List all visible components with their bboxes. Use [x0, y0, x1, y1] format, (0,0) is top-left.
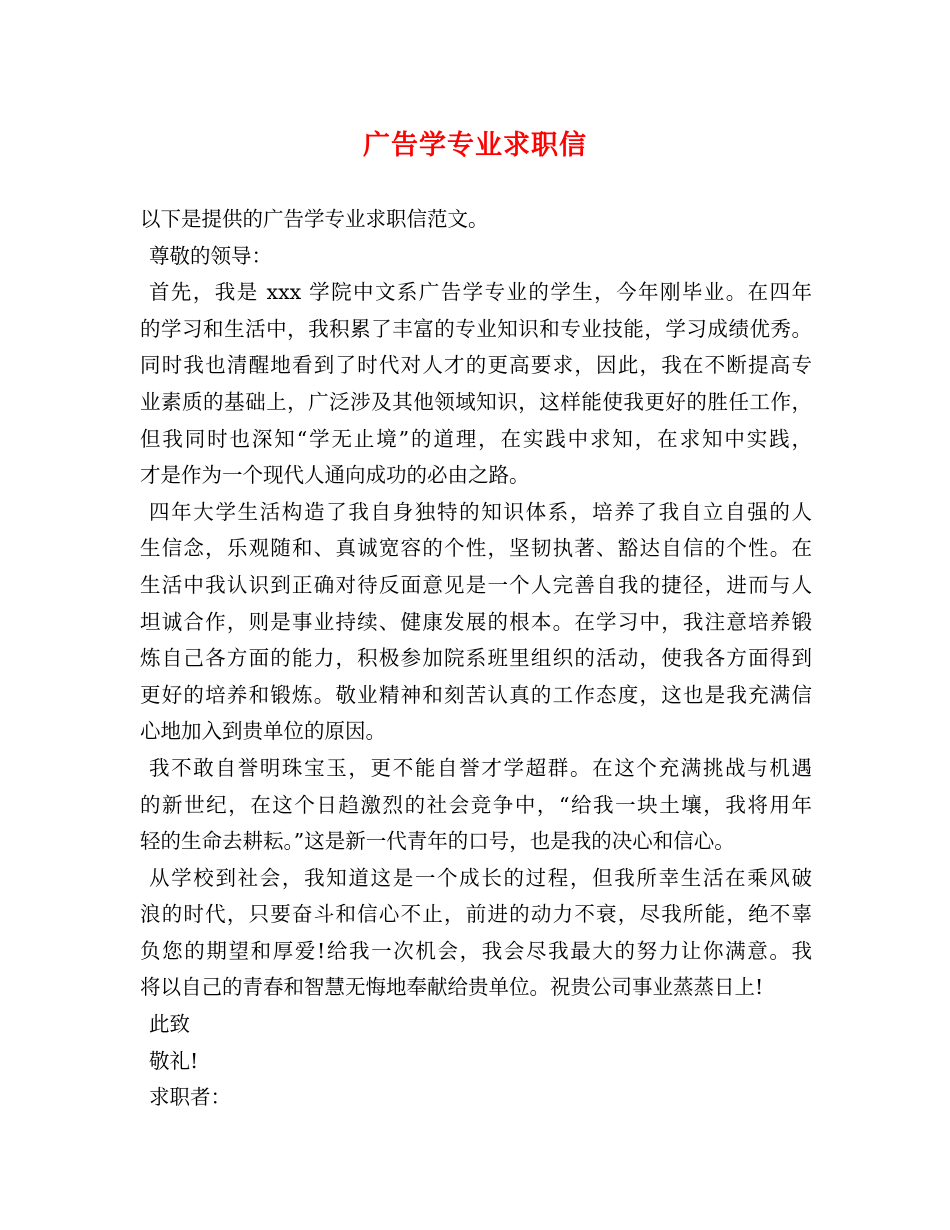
- text-line: 更好的培养和锻炼。敬业精神和刻苦认真的工作态度，这也是我充满信: [140, 682, 812, 707]
- text-line: 坦诚合作，则是事业持续、健康发展的根本。在学习中，我注意培养锻: [140, 609, 812, 634]
- text-line: 心地加入到贵单位的原因。: [140, 719, 386, 744]
- text-line: 从学校到社会，我知道这是一个成长的过程，但我所幸生活在乘风破: [149, 865, 812, 890]
- text-line: 才是作为一个现代人通向成功的必由之路。: [140, 463, 530, 488]
- text-line: 轻的生命去耕耘。”这是新一代青年的口号，也是我的决心和信心。: [140, 829, 735, 854]
- text-line: 求职者：: [149, 1085, 231, 1110]
- text-line: 生信念，乐观随和、真诚宽容的个性，坚韧执著、豁达自信的个性。在: [140, 536, 812, 561]
- text-line: 首先，我是 xxx 学院中文系广告学专业的学生，今年刚毕业。在四年: [149, 280, 812, 305]
- text-line: 业素质的基础上，广泛涉及其他领域知识，这样能使我更好的胜任工作，: [140, 389, 812, 414]
- text-line: 四年大学生活构造了我自身独特的知识体系，培养了我自立自强的人: [149, 499, 812, 524]
- text-line: 生活中我认识到正确对待反面意见是一个人完善自我的捷径，进而与人: [140, 572, 812, 597]
- text-line: 炼自己各方面的能力，积极参加院系班里组织的活动，使我各方面得到: [140, 646, 812, 671]
- document-body: [140, 201, 812, 1116]
- text-line: 以下是提供的广告学专业求职信范文。: [140, 207, 489, 231]
- document-title: 广告学专业求职信: [363, 130, 587, 161]
- text-line: 尊敬的领导：: [149, 243, 272, 268]
- text-line: 浪的时代，只要奋斗和信心不止，前进的动力不衰，尽我所能，绝不辜: [140, 902, 812, 927]
- text-line: 我不敢自誉明珠宝玉，更不能自誉才学超群。在这个充满挑战与机遇: [149, 755, 812, 780]
- text-line: 同时我也清醒地看到了时代对人才的更高要求，因此，我在不断提高专: [140, 353, 812, 378]
- text-line: 敬礼!: [149, 1048, 199, 1073]
- text-line: 将以自己的青春和智慧无悔地奉献给贵单位。祝贵公司事业蒸蒸日上!: [140, 975, 764, 1000]
- text-line: 此致: [149, 1012, 190, 1037]
- text-line: 负您的期望和厚爱!给我一次机会，我会尽我最大的努力让你满意。我: [140, 938, 812, 963]
- text-line: 的学习和生活中，我积累了丰富的专业知识和专业技能，学习成绩优秀。: [140, 316, 812, 341]
- text-line: 但我同时也深知“学无止境”的道理，在实践中求知，在求知中实践，: [140, 426, 812, 451]
- text-line: 的新世纪，在这个日趋激烈的社会竞争中，“给我一块土壤，我将用年: [140, 792, 812, 817]
